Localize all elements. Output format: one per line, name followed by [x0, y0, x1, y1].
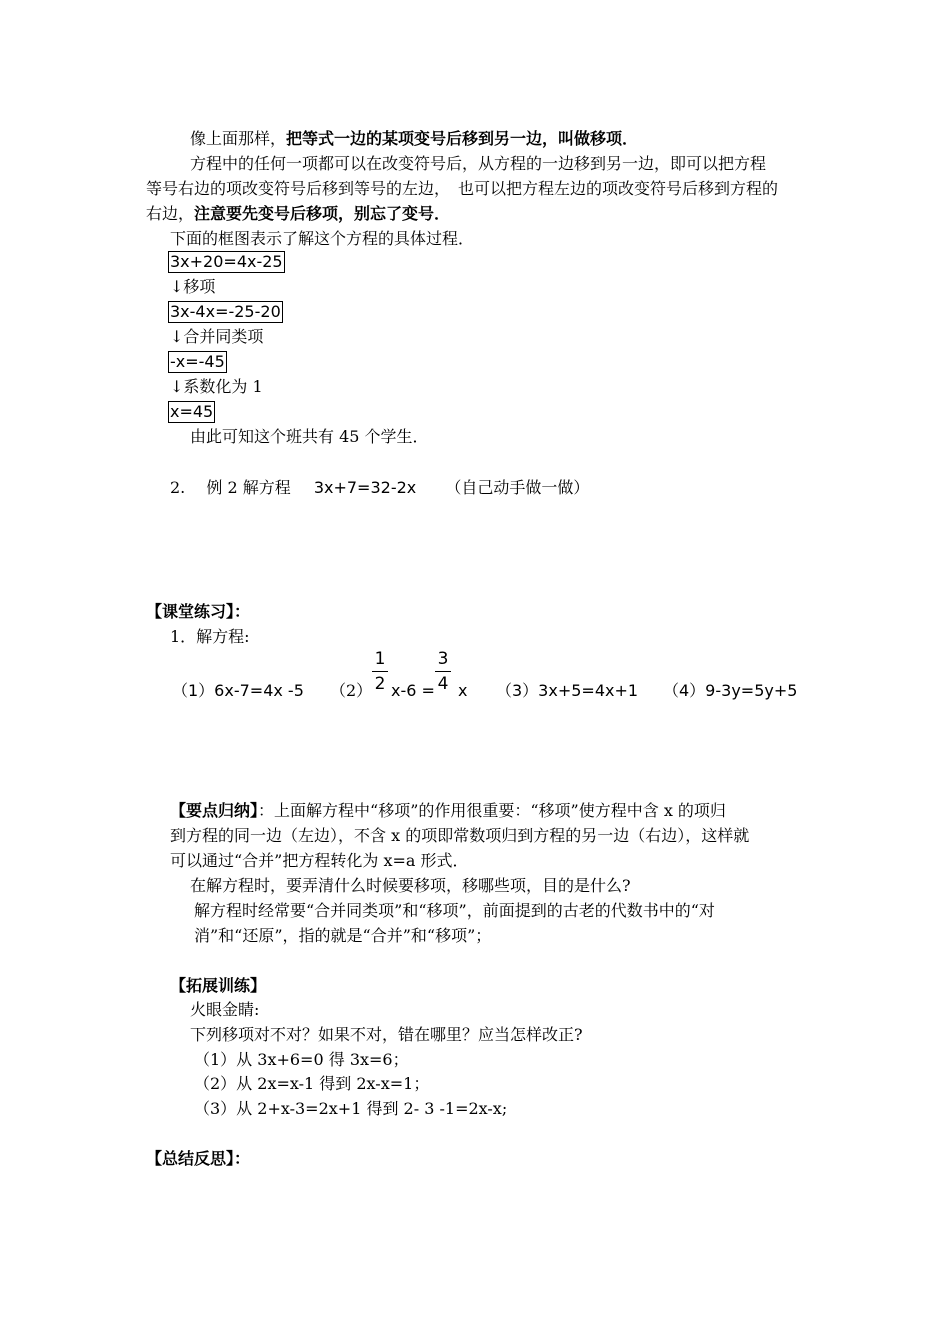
intro-line-5: 下面的框图表示了解这个方程的具体过程． — [170, 229, 475, 248]
fraction-bar — [435, 671, 451, 672]
summary-line-2: 到方程的同一边（左边），不含 x 的项即常数项归到方程的另一边（右边），这样就 — [170, 826, 750, 845]
summary-line-5: 解方程时经常要“合并同类项”和“移项”，前面提到的古老的代数书中的“对 — [194, 901, 715, 920]
summary-line-1 — [170, 800, 726, 822]
practice-problem-2-end: x — [458, 681, 468, 700]
summary-line-3: 可以通过“合并”把方程转化为 x=a 形式． — [170, 851, 469, 870]
intro-line-1 — [190, 128, 638, 150]
fraction-one-half — [372, 649, 388, 694]
equation-box: x=45 — [170, 402, 214, 421]
fraction-bar — [372, 671, 388, 672]
practice-heading — [146, 601, 250, 623]
summary-line-4: 在解方程时，要弄清什么时候要移项，移哪些项，目的是什么? — [190, 876, 631, 895]
extension-q3: （3）从 2+x-3=2x+1 得到 2- 3 -1=2x-x; — [194, 1099, 508, 1118]
flow-step-3: ↓系数化为 1 — [170, 377, 263, 396]
flow-conclusion: 由此可知这个班共有 45 个学生． — [190, 427, 429, 446]
reflection-heading — [146, 1148, 250, 1170]
intro-line-2: 方程中的任何一项都可以在改变符号后，从方程的一边移到另一边，即可以把方程 — [190, 154, 767, 173]
intro-definition: 把等式一边的某项变号后移到另一边，叫做移项． — [286, 129, 639, 148]
intro-warning: 注意要先变号后移项，别忘了变号． — [194, 204, 451, 223]
example-equation: 3x+7=32-2x — [313, 478, 417, 497]
extension-heading — [170, 975, 266, 997]
flow-step-2: ↓合并同类项 — [170, 327, 264, 346]
equation-box: 3x-4x=-25-20 — [170, 302, 281, 321]
example-label: 例 2 解方程 — [206, 478, 291, 497]
summary-heading: 【要点归纳】 — [170, 801, 259, 820]
summary-text: ：上面解方程中“移项”的作用很重要：“移项”使方程中含 x 的项归 — [258, 801, 726, 820]
extension-q2: （2）从 2x=x-1 得到 2x-x=1； — [194, 1074, 430, 1093]
fraction-numerator: 1 — [374, 649, 386, 669]
practice-problem-4 — [663, 680, 797, 702]
practice-problem-2-mid: x-6 = — [391, 681, 435, 700]
flow-box-4 — [168, 401, 215, 423]
flow-step-1: ↓移项 — [170, 277, 216, 296]
fraction-denominator: 4 — [437, 674, 449, 694]
reflection-heading-text: 【总结反思】： — [146, 1149, 251, 1168]
extension-q1: （1）从 3x+6=0 得 3x=6； — [194, 1050, 409, 1069]
practice-problem-3 — [496, 680, 638, 702]
flow-box-3 — [168, 351, 227, 373]
flow-box-1 — [168, 251, 285, 273]
example-number: 2. — [170, 478, 186, 497]
flow-box-2 — [168, 301, 283, 323]
practice-item-label: 1．解方程: — [170, 627, 250, 646]
problem-text: （1）6x-7=4x -5 — [172, 681, 304, 700]
extension-heading-text: 【拓展训练】 — [170, 976, 267, 995]
practice-problem-2-prefix: （2） — [330, 681, 373, 700]
extension-sub: 火眼金睛: — [190, 1000, 260, 1019]
problem-text: （4）9-3y=5y+5 — [663, 681, 798, 700]
intro-line-4 — [146, 203, 450, 225]
example-2 — [170, 477, 589, 499]
equation-box: 3x+20=4x-25 — [170, 252, 283, 271]
practice-problem-1 — [172, 680, 304, 702]
intro-text: 右边， — [146, 204, 195, 223]
intro-line-3: 等号右边的项改变符号后移到等号的左边， 也可以把方程左边的项改变符号后移到方程的 — [146, 179, 779, 198]
extension-question: 下列移项对不对？如果不对，错在哪里？应当怎样改正? — [190, 1025, 583, 1044]
fraction-denominator: 2 — [374, 674, 386, 694]
intro-text: 像上面那样， — [190, 129, 287, 148]
fraction-numerator: 3 — [437, 649, 449, 669]
equation-box: -x=-45 — [170, 352, 225, 371]
example-note: （自己动手做一做） — [445, 478, 590, 497]
practice-heading-text: 【课堂练习】： — [146, 602, 251, 621]
summary-line-6: 消”和“还原”，指的就是“合并”和“移项”； — [194, 926, 492, 945]
fraction-three-quarters — [435, 649, 451, 694]
problem-text: （3）3x+5=4x+1 — [496, 681, 639, 700]
